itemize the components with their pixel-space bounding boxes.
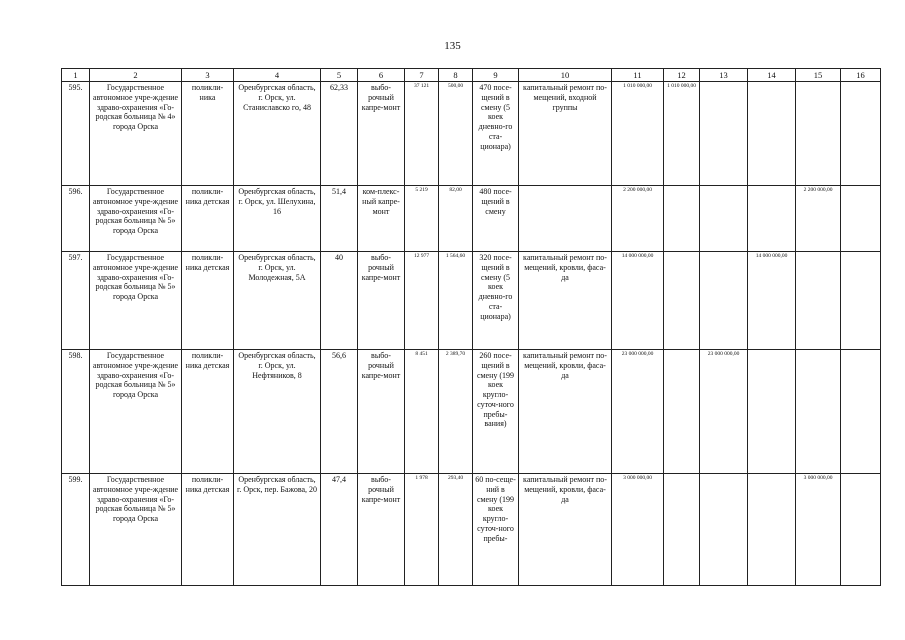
value-cell: 51,4 bbox=[321, 186, 358, 252]
organization-cell: Государственное автономное учре-ждение здраво-охранения «Го-родская больница № 5» города Орска bbox=[90, 474, 182, 586]
amount-cell: 3 000 000,00 bbox=[612, 474, 664, 586]
column-number: 8 bbox=[439, 69, 473, 82]
capacity-cell: 60 по-сеще-ний в смену (199 коек кругло-суточ-ного пребы- bbox=[473, 474, 519, 586]
amount-cell: 1 010 000,00 bbox=[664, 82, 700, 186]
row-number: 596. bbox=[62, 186, 90, 252]
capacity-cell: 320 посе-щений в смену (5 коек дневно-го ста-ционара) bbox=[473, 252, 519, 350]
amount-cell bbox=[748, 82, 796, 186]
organization-cell: Государственное автономное учре-ждение здраво-охранения «Го-родская больница № 5» города Орска bbox=[90, 350, 182, 474]
value-cell: 62,33 bbox=[321, 82, 358, 186]
description-cell: капитальный ремонт по-мещений, входной группы bbox=[519, 82, 612, 186]
column-number: 1 bbox=[62, 69, 90, 82]
address-cell: Оренбургская область, г. Орск, пер. Бажова, 20 bbox=[234, 474, 321, 586]
value-cell: 12 977 bbox=[405, 252, 439, 350]
amount-cell bbox=[748, 186, 796, 252]
description-cell bbox=[519, 186, 612, 252]
facility-type-cell: поликли-ника детская bbox=[182, 252, 234, 350]
address-cell: Оренбургская область, г. Орск, ул. Станиславско го, 48 bbox=[234, 82, 321, 186]
facility-type-cell: поликли-ника детская bbox=[182, 350, 234, 474]
amount-cell bbox=[841, 186, 881, 252]
amount-cell bbox=[796, 82, 841, 186]
column-number: 11 bbox=[612, 69, 664, 82]
column-number: 13 bbox=[700, 69, 748, 82]
amount-cell: 14 000 000,00 bbox=[748, 252, 796, 350]
table-row bbox=[62, 186, 881, 252]
amount-cell: 1 010 000,00 bbox=[612, 82, 664, 186]
amount-cell bbox=[700, 186, 748, 252]
address-cell: Оренбургская область, г. Орск, ул. Шелухина, 16 bbox=[234, 186, 321, 252]
work-type-cell: выбо-рочный капре-монт bbox=[358, 82, 405, 186]
page-number: 135 bbox=[444, 40, 461, 52]
capacity-cell: 470 посе-щений в смену (5 коек дневно-го ста-ционара) bbox=[473, 82, 519, 186]
amount-cell bbox=[841, 474, 881, 586]
amount-cell bbox=[664, 186, 700, 252]
facility-type-cell: поликли-ника bbox=[182, 82, 234, 186]
value-cell: 82,00 bbox=[439, 186, 473, 252]
value-cell: 500,00 bbox=[439, 82, 473, 186]
amount-cell bbox=[748, 474, 796, 586]
amount-cell: 2 200 000,00 bbox=[612, 186, 664, 252]
column-number: 7 bbox=[405, 69, 439, 82]
facility-type-cell: поликли-ника детская bbox=[182, 186, 234, 252]
column-number: 3 bbox=[182, 69, 234, 82]
description-cell: капитальный ремонт по-мещений, кровли, фаса-да bbox=[519, 474, 612, 586]
value-cell: 56,6 bbox=[321, 350, 358, 474]
table-row bbox=[62, 350, 881, 474]
column-number: 4 bbox=[234, 69, 321, 82]
work-type-cell: выбо-рочный капре-монт bbox=[358, 252, 405, 350]
amount-cell: 23 000 000,00 bbox=[612, 350, 664, 474]
address-cell: Оренбургская область, г. Орск, ул. Нефтяников, 8 bbox=[234, 350, 321, 474]
table-row bbox=[62, 474, 881, 586]
column-number-row bbox=[62, 69, 881, 82]
table-row bbox=[62, 252, 881, 350]
amount-cell: 23 000 000,00 bbox=[700, 350, 748, 474]
amount-cell bbox=[841, 252, 881, 350]
row-number: 595. bbox=[62, 82, 90, 186]
facility-type-cell: поликли-ника детская bbox=[182, 474, 234, 586]
value-cell: 47,4 bbox=[321, 474, 358, 586]
organization-cell: Государственное автономное учре-ждение здраво-охранения «Го-родская больница № 5» города Орска bbox=[90, 186, 182, 252]
address-cell: Оренбургская область, г. Орск, ул. Молодежная, 5А bbox=[234, 252, 321, 350]
amount-cell bbox=[841, 82, 881, 186]
column-number: 5 bbox=[321, 69, 358, 82]
column-number: 12 bbox=[664, 69, 700, 82]
amount-cell bbox=[700, 252, 748, 350]
value-cell: 2 389,70 bbox=[439, 350, 473, 474]
work-type-cell: выбо-рочный капре-монт bbox=[358, 474, 405, 586]
amount-cell bbox=[748, 350, 796, 474]
organization-cell: Государственное автономное учре-ждение здраво-охранения «Го-родская больница № 4» города Орска bbox=[90, 82, 182, 186]
capacity-cell: 260 посе-щений в смену (199 коек кругло-суточ-ного пребы-вания) bbox=[473, 350, 519, 474]
amount-cell bbox=[664, 252, 700, 350]
work-type-cell: ком-плекс-ный капре-монт bbox=[358, 186, 405, 252]
value-cell: 293,40 bbox=[439, 474, 473, 586]
value-cell: 37 121 bbox=[405, 82, 439, 186]
amount-cell: 3 000 000,00 bbox=[796, 474, 841, 586]
value-cell: 1 978 bbox=[405, 474, 439, 586]
amount-cell bbox=[796, 350, 841, 474]
table-row bbox=[62, 82, 881, 186]
value-cell: 5 219 bbox=[405, 186, 439, 252]
amount-cell bbox=[841, 350, 881, 474]
capacity-cell: 480 посе-щений в смену bbox=[473, 186, 519, 252]
organization-cell: Государственное автономное учре-ждение здраво-охранения «Го-родская больница № 5» города Орска bbox=[90, 252, 182, 350]
description-cell: капитальный ремонт по-мещений, кровли, фаса-да bbox=[519, 350, 612, 474]
register-table bbox=[61, 68, 881, 586]
column-number: 6 bbox=[358, 69, 405, 82]
amount-cell bbox=[700, 474, 748, 586]
amount-cell bbox=[664, 350, 700, 474]
value-cell: 40 bbox=[321, 252, 358, 350]
column-number: 2 bbox=[90, 69, 182, 82]
row-number: 597. bbox=[62, 252, 90, 350]
column-number: 16 bbox=[841, 69, 881, 82]
row-number: 598. bbox=[62, 350, 90, 474]
amount-cell bbox=[796, 252, 841, 350]
value-cell: 1 564,60 bbox=[439, 252, 473, 350]
column-number: 14 bbox=[748, 69, 796, 82]
row-number: 599. bbox=[62, 474, 90, 586]
amount-cell: 2 200 000,00 bbox=[796, 186, 841, 252]
column-number: 9 bbox=[473, 69, 519, 82]
description-cell: капитальный ремонт по-мещений, кровли, фаса-да bbox=[519, 252, 612, 350]
amount-cell bbox=[700, 82, 748, 186]
value-cell: 8 451 bbox=[405, 350, 439, 474]
column-number: 15 bbox=[796, 69, 841, 82]
column-number: 10 bbox=[519, 69, 612, 82]
amount-cell bbox=[664, 474, 700, 586]
amount-cell: 14 000 000,00 bbox=[612, 252, 664, 350]
work-type-cell: выбо-рочный капре-монт bbox=[358, 350, 405, 474]
